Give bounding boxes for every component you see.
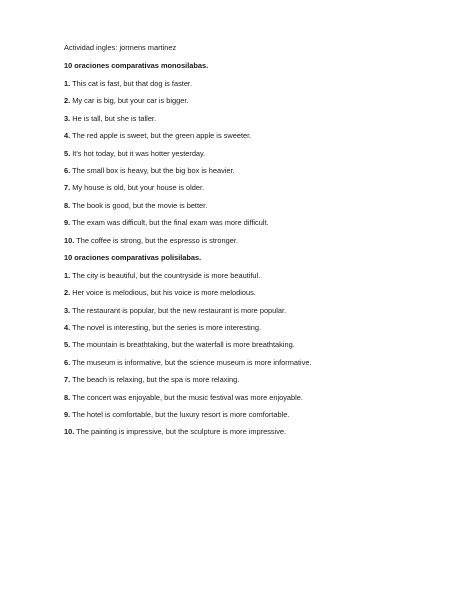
item-number: 2. <box>64 96 71 106</box>
list-item <box>64 79 444 88</box>
item-text: It's hot today, but it was hotter yesterday. <box>72 148 206 158</box>
item-text: The red apple is sweet, but the green apple is sweeter. <box>72 131 252 141</box>
list-item <box>64 149 444 158</box>
item-text: The small box is heavy, but the big box is heavier. <box>72 165 235 175</box>
item-text: This cat is fast, but that dog is faster. <box>72 79 193 88</box>
item-number: 6. <box>64 357 71 367</box>
item-number: 6. <box>64 165 71 175</box>
list-item <box>64 96 444 105</box>
item-text: The restaurant is popular, but the new restaurant is more popular. <box>72 305 287 315</box>
item-text: The concert was enjoyable, but the music festival was more enjoyable. <box>72 392 303 402</box>
item-number: 2. <box>64 288 71 298</box>
item-number: 5. <box>64 148 71 158</box>
item-text: The book is good, but the movie is better. <box>72 200 208 210</box>
item-number: 3. <box>64 305 71 315</box>
item-text: The novel is interesting, but the series is more interesting. <box>72 323 262 333</box>
list-item <box>64 131 444 140</box>
item-text: My house is old, but your house is older. <box>72 183 205 193</box>
item-number: 8. <box>64 392 71 402</box>
list-item <box>64 306 444 315</box>
list-item <box>64 393 444 402</box>
item-text: The beach is relaxing, but the spa is more relaxing. <box>72 375 240 385</box>
document-content <box>64 43 444 445</box>
list-item <box>64 340 444 349</box>
list-item <box>64 375 444 384</box>
list-item <box>64 358 444 367</box>
item-text: The mountain is breathtaking, but the waterfall is more breathtaking. <box>72 340 295 350</box>
item-number: 4. <box>64 323 71 333</box>
item-text: The painting is impressive, but the sculpture is more impressive. <box>76 427 287 437</box>
item-text: My car is big, but your car is bigger. <box>72 96 189 106</box>
item-text: He is tall, but she is taller. <box>72 113 157 123</box>
item-text: The city is beautiful, but the countryside is more beautiful. <box>72 270 261 280</box>
list-item <box>64 183 444 192</box>
item-number: 7. <box>64 183 71 193</box>
item-number: 1. <box>64 270 71 280</box>
item-text: The exam was difficult, but the final exam was more difficult. <box>72 218 269 228</box>
list-item <box>64 288 444 297</box>
item-number: 5. <box>64 340 71 350</box>
document-title: Actividad ingles: jormens martinez <box>64 43 177 52</box>
item-text: Her voice is melodious, but his voice is more melodious. <box>72 288 256 298</box>
section-heading: 10 oraciones comparativas polisilabas. <box>64 252 202 262</box>
item-number: 1. <box>64 79 71 88</box>
sentence-list <box>64 271 444 437</box>
section-monosilabas <box>64 61 444 245</box>
item-text: The museum is informative, but the science museum is more informative. <box>72 357 312 367</box>
list-item <box>64 271 444 280</box>
list-item <box>64 427 444 436</box>
list-item <box>64 114 444 123</box>
sentence-list <box>64 79 444 245</box>
section-polisilabas <box>64 253 444 437</box>
list-item <box>64 166 444 175</box>
item-number: 4. <box>64 131 71 141</box>
section-heading: 10 oraciones comparativas monosilabas. <box>64 61 209 70</box>
item-number: 7. <box>64 375 71 385</box>
list-item <box>64 218 444 227</box>
item-text: The coffee is strong, but the espresso is stronger. <box>76 235 238 245</box>
list-item <box>64 236 444 245</box>
item-number: 10. <box>64 235 75 245</box>
list-item <box>64 323 444 332</box>
item-number: 10. <box>64 427 75 437</box>
item-number: 9. <box>64 218 71 228</box>
item-number: 3. <box>64 113 71 123</box>
list-item <box>64 410 444 419</box>
item-number: 8. <box>64 200 71 210</box>
item-number: 9. <box>64 410 71 420</box>
list-item <box>64 201 444 210</box>
item-text: The hotel is comfortable, but the luxury resort is more comfortable. <box>72 410 290 420</box>
